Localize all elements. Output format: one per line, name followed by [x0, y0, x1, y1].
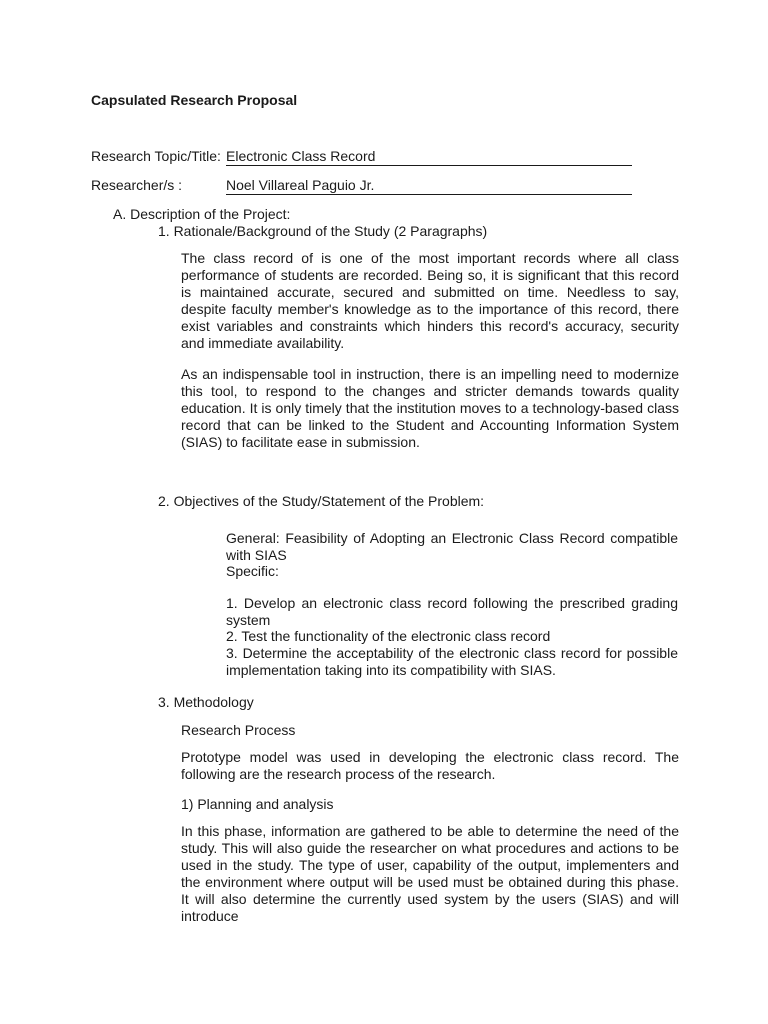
specific-label: Specific: [226, 563, 279, 579]
planning-heading: 1) Planning and analysis [181, 796, 334, 812]
phase-paragraph: In this phase, information are gathered to be able to determine the need of the study. This will also guide the researcher on what procedures and actions to be used in the study. The type of user, capability of the output, implementers and the environment where output will be used must be obtained during this phase. It will also determine the currently used system by the users (SIAS) and will introduce [181, 823, 679, 924]
topic-field [226, 148, 632, 166]
general-objective: General: Feasibility of Adopting an Electronic Class Record compatible with SIAS [226, 530, 678, 563]
document-title: Capsulated Research Proposal [91, 92, 298, 108]
specific-objective-3: 3. Determine the acceptability of the electronic class record for possible implementation taking into its compatibility with SIAS. [226, 645, 678, 678]
researcher-value: Noel Villareal Paguio Jr. [226, 177, 375, 193]
rationale-paragraph-2: As an indispensable tool in instruction, there is an impelling need to modernize this tool, to respond to the changes and stricter demands towards quality education. It is only timely that the institution moves to a technology-based class record that can be linked to the Student and Accounting Information System (SIAS) to facilitate ease in submission. [181, 366, 679, 450]
section-a-heading: A. Description of the Project: [113, 206, 291, 222]
prototype-paragraph: Prototype model was used in developing the electronic class record. The following are the research process of the research. [181, 749, 679, 782]
research-process-heading: Research Process [181, 722, 296, 738]
researcher-field [226, 177, 632, 195]
specific-objective-2: 2. Test the functionality of the electronic class record [226, 628, 551, 644]
topic-label: Research Topic/Title: [91, 148, 221, 164]
researcher-label: Researcher/s : [91, 177, 183, 193]
item-1-heading: 1. Rationale/Background of the Study (2 Paragraphs) [158, 223, 488, 239]
topic-value: Electronic Class Record [226, 148, 376, 164]
specific-objective-1: 1. Develop an electronic class record following the prescribed grading system [226, 595, 678, 628]
item-2-heading: 2. Objectives of the Study/Statement of the Problem: [158, 493, 485, 509]
item-3-heading: 3. Methodology [158, 694, 254, 710]
rationale-paragraph-1: The class record of is one of the most important records where all class performance of students are recorded. Being so, it is significant that this record is maintained accurate, secured and submitted on time. Needless to say, despite faculty member's knowledge as to the importance of this record, there exist variables and constraints which hinders this record's accuracy, security and immediate availability. [181, 250, 679, 351]
